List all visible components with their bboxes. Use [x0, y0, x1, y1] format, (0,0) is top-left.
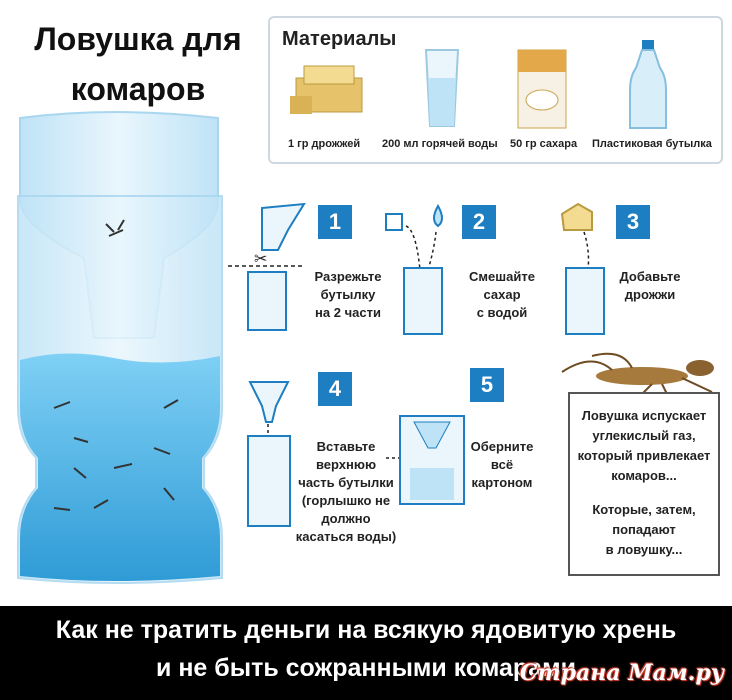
material-label: 1 гр дрожжей [288, 138, 361, 150]
step-2-number: 2 [462, 205, 496, 239]
page-title [8, 14, 268, 114]
material-label: 200 мл горячей воды [382, 138, 498, 150]
info-box [568, 392, 720, 576]
step-5-number: 5 [470, 368, 504, 402]
step-4-number: 4 [318, 372, 352, 406]
step-1-number: 1 [318, 205, 352, 239]
step-3-text: Добавьте дрожжи [619, 269, 681, 302]
step-4-text: Вставьте верхнюю часть бутылки (горлышко не должно касаться воды) [295, 439, 397, 544]
bottle-trap-illustration [14, 108, 229, 598]
yeast-icon [290, 58, 375, 123]
water-drop-icon [434, 206, 442, 226]
water-glass-icon [422, 48, 462, 130]
step-5-text: Оберните всё картоном [470, 439, 534, 490]
materials-panel [268, 16, 723, 164]
materials-heading: Материалы [282, 28, 397, 50]
banner-line-2: и не быть сожранными комарами [156, 654, 576, 682]
scissors-icon: ✂ [254, 251, 268, 268]
plastic-bottle-icon [626, 40, 670, 132]
sugar-cube-icon [386, 214, 402, 230]
banner-line-1: Как не тратить деньги на всякую ядовитую хрень [55, 616, 677, 644]
step-1-text: Разрежьте бутылку на 2 части [314, 269, 382, 320]
info-part-2: Которые, затем, попадают в ловушку... [592, 502, 696, 557]
step-3-number: 3 [616, 205, 650, 239]
step-2-illustration [380, 200, 460, 340]
info-part-1: Ловушка испускает углекислый газ, который привлекает комаров... [577, 408, 711, 483]
step-2-text: Смешайте сахар с водой [469, 269, 535, 320]
step-5-illustration [384, 408, 474, 508]
site-watermark: Страна Мам.ру [519, 660, 724, 686]
step-1-illustration [228, 200, 308, 340]
material-label: Пластиковая бутылка [592, 138, 712, 150]
sugar-box-icon [512, 40, 572, 130]
title-line-1: Ловушка для [34, 21, 242, 57]
title-line-2: комаров [70, 71, 206, 107]
material-label: 50 гр сахара [510, 138, 578, 150]
yeast-icon [562, 204, 592, 230]
